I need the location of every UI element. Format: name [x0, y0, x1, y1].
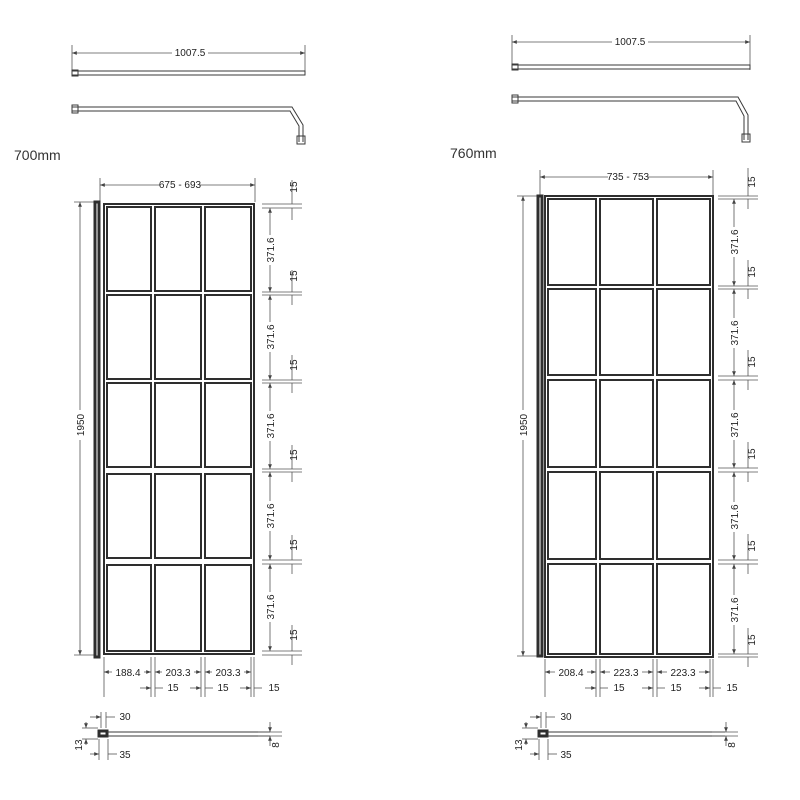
profile-width-label: 30 — [119, 712, 131, 723]
pane — [548, 199, 596, 285]
pane — [107, 295, 151, 379]
profile-width-label: 30 — [560, 712, 572, 723]
rail-gap-label: 15 — [747, 176, 758, 188]
pane — [155, 207, 201, 291]
pane-width-dimensions — [104, 657, 280, 697]
pane — [107, 207, 151, 291]
pane-width-label: 223.3 — [670, 668, 696, 679]
size-label-760mm: 760mm — [450, 145, 497, 161]
pane-width-label: 203.3 — [165, 668, 191, 679]
gap-label: 15 — [217, 683, 229, 694]
width-range-label: 735 - 753 — [606, 172, 650, 183]
pane — [155, 383, 201, 467]
rail-gap-label: 15 — [747, 540, 758, 552]
bar-length-label: 1007.5 — [614, 37, 646, 48]
side-post — [538, 196, 542, 656]
bar-length-label: 1007.5 — [174, 48, 206, 59]
panel-frame — [545, 196, 713, 657]
height-label: 1950 — [76, 413, 87, 437]
pane — [155, 474, 201, 558]
gap-label: 15 — [726, 683, 738, 694]
wall-bar-bent — [512, 95, 750, 142]
glass-thickness-label: 8 — [727, 742, 738, 748]
pane-height-label: 371.6 — [266, 324, 277, 350]
panel-frame — [104, 204, 254, 654]
pane-height-label: 371.6 — [266, 594, 277, 620]
profile-post — [99, 731, 107, 736]
profile-depth-label: 35 — [560, 750, 572, 761]
wall-bar-straight — [512, 35, 750, 70]
pane — [205, 295, 251, 379]
rail-gap-label: 15 — [747, 356, 758, 368]
pane — [155, 565, 201, 651]
pane — [205, 383, 251, 467]
rail-gap-label: 15 — [289, 270, 300, 282]
gap-label: 15 — [167, 683, 179, 694]
wall-bar-bent — [72, 105, 305, 144]
profile-depth-label: 35 — [119, 750, 131, 761]
pane — [205, 207, 251, 291]
height-dimension — [517, 196, 538, 656]
pane-width-label: 208.4 — [558, 668, 584, 679]
pane-width-label: 188.4 — [115, 668, 141, 679]
width-dimension — [100, 178, 255, 202]
height-dimension — [74, 202, 95, 655]
pane — [107, 383, 151, 467]
pane — [600, 472, 653, 559]
glass-thickness-label: 8 — [271, 742, 282, 748]
pane-height-label: 371.6 — [730, 504, 741, 530]
rail-gap-label: 15 — [289, 181, 300, 193]
gap-label: 15 — [613, 683, 625, 694]
pane — [657, 199, 710, 285]
side-post — [95, 202, 99, 657]
pane — [205, 565, 251, 651]
panel-760mm — [450, 35, 758, 761]
pane-height-label: 371.6 — [266, 237, 277, 263]
rail-gap-label: 15 — [289, 629, 300, 641]
pane — [548, 380, 596, 467]
width-range-label: 675 - 693 — [158, 180, 202, 191]
pane-height-dimensions — [262, 180, 302, 665]
pane-height-label: 371.6 — [266, 503, 277, 529]
pane-width-label: 203.3 — [215, 668, 241, 679]
rail-gap-label: 15 — [289, 359, 300, 371]
pane — [548, 289, 596, 375]
rail-gap-label: 15 — [289, 539, 300, 551]
pane — [600, 199, 653, 285]
rail-gap-label: 15 — [747, 448, 758, 460]
pane-height-label: 371.6 — [730, 412, 741, 438]
pane — [155, 295, 201, 379]
gap-label: 15 — [268, 683, 280, 694]
profile-section — [514, 712, 738, 761]
pane — [600, 564, 653, 654]
pane — [657, 289, 710, 375]
pane — [107, 474, 151, 558]
pane — [107, 565, 151, 651]
gap-label: 15 — [670, 683, 682, 694]
pane — [600, 289, 653, 375]
pane-width-label: 223.3 — [613, 668, 639, 679]
pane — [657, 564, 710, 654]
size-label-700mm: 700mm — [14, 147, 61, 163]
pane-width-dimensions — [545, 659, 738, 697]
width-dimension — [540, 170, 713, 196]
profile-section — [74, 712, 282, 761]
pane-height-label: 371.6 — [730, 320, 741, 346]
pane — [548, 472, 596, 559]
profile-side-label: 13 — [514, 739, 525, 751]
rail-gap-label: 15 — [747, 634, 758, 646]
panel-700mm — [14, 45, 305, 761]
pane-height-dimensions — [718, 168, 758, 667]
pane — [205, 474, 251, 558]
pane — [657, 380, 710, 467]
wall-bar-straight — [72, 45, 305, 76]
pane — [600, 380, 653, 467]
rail-gap-label: 15 — [747, 266, 758, 278]
rail-gap-label: 15 — [289, 449, 300, 461]
pane-height-label: 371.6 — [266, 413, 277, 439]
glass-grid — [548, 199, 710, 654]
pane-height-label: 371.6 — [730, 597, 741, 623]
pane — [657, 472, 710, 559]
pane-height-label: 371.6 — [730, 229, 741, 255]
glass-grid — [107, 207, 251, 651]
pane — [548, 564, 596, 654]
height-label: 1950 — [519, 413, 530, 437]
profile-post — [539, 731, 547, 736]
profile-side-label: 13 — [74, 739, 85, 751]
